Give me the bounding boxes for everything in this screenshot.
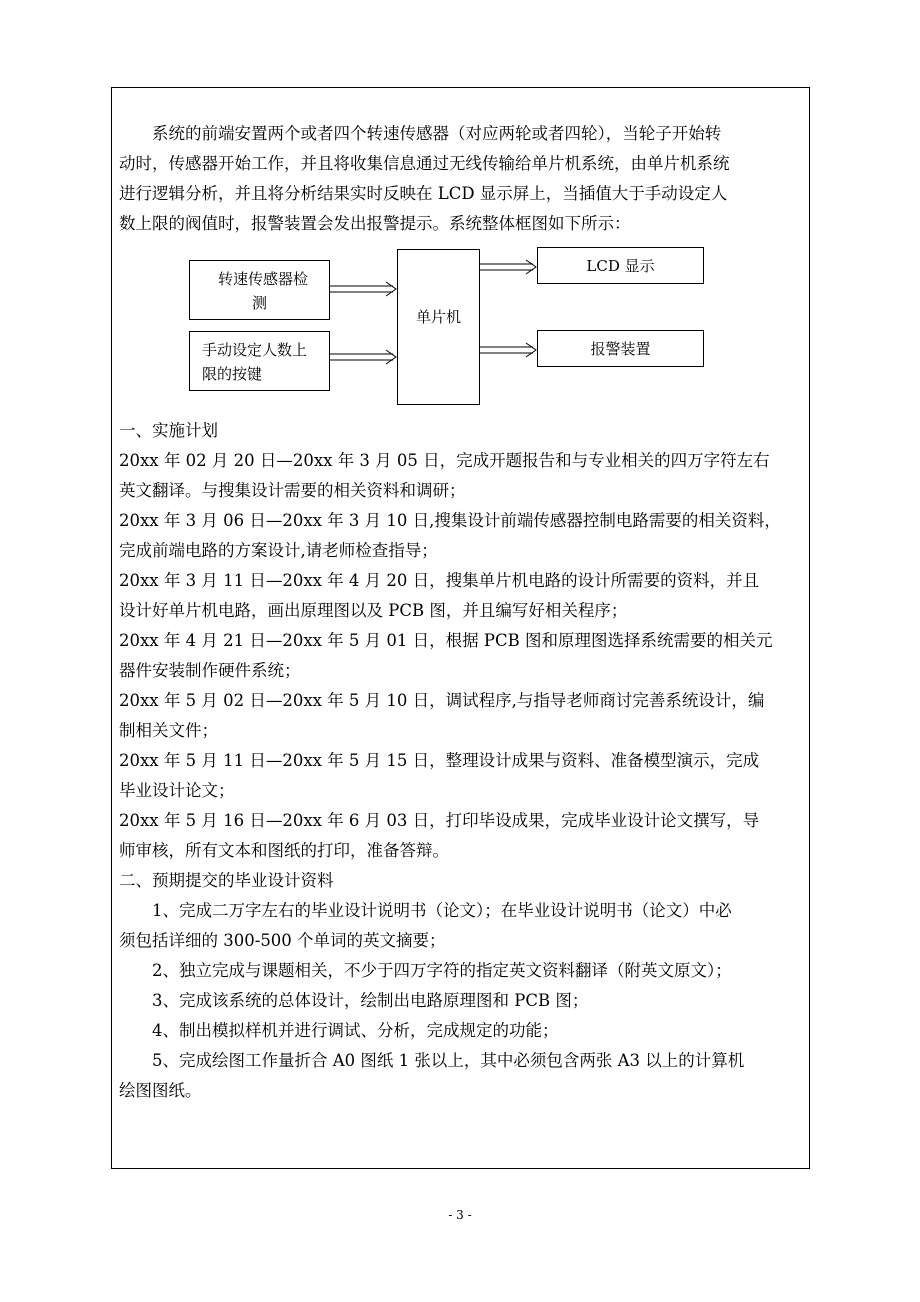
intro-line: 数上限的阀值时，报警装置会发出报警提示。系统整体框图如下所示： <box>119 214 631 233</box>
page-number: - 3 - <box>448 1208 472 1222</box>
mcu-box <box>397 249 480 405</box>
plan-line: 师审核，所有文本和图纸的打印，准备答辩。 <box>119 841 449 860</box>
plan-line: 完成前端电路的方案设计,请老师检查指导； <box>119 541 438 560</box>
plan-line: 20xx 年 3 月 11 日—20xx 年 4 月 20 日，搜集单片机电路的设计所需要的资料，并且 <box>119 571 760 590</box>
system-block-diagram <box>180 244 720 409</box>
plan-line: 英文翻译。与搜集设计需要的相关资料和调研； <box>119 481 466 500</box>
materials-line: 5、完成绘图工作量折合 A0 图纸 1 张以上，其中必须包含两张 A3 以上的计算机 <box>152 1051 745 1070</box>
plan-line: 20xx 年 5 月 16 日—20xx 年 6 月 03 日，打印毕设成果，完成毕业设计论文撰写，导 <box>119 811 760 830</box>
speed-sensor-box <box>189 260 330 320</box>
manual-setting-label-2: 限的按键 <box>202 365 263 383</box>
plan-section <box>119 416 803 866</box>
materials-line: 2、独立完成与课题相关，不少于四万字符的指定英文资料翻译（附英文原文）； <box>152 961 732 980</box>
plan-heading: 一、实施计划 <box>119 421 218 440</box>
materials-line: 须包括详细的 300-500 个单词的英文摘要； <box>119 931 446 950</box>
plan-line: 20xx 年 5 月 11 日—20xx 年 5 月 15 日，整理设计成果与资料、准备模型演示，完成 <box>119 751 760 770</box>
arrow-sensor-to-mcu <box>330 282 396 296</box>
plan-line: 20xx 年 5 月 02 日—20xx 年 5 月 10 日，调试程序,与指导老师商讨完善系统设计，编 <box>119 691 765 710</box>
arrow-mcu-to-alarm <box>480 343 536 357</box>
speed-sensor-label-2: 测 <box>252 294 268 312</box>
plan-line: 20xx 年 3 月 06 日—20xx 年 3 月 10 日,搜集设计前端传感器控制电路需要的相关资料， <box>119 511 781 530</box>
intro-line: 系统的前端安置两个或者四个转速传感器（对应两轮或者四轮），当轮子开始转 <box>152 124 722 143</box>
plan-line: 毕业设计论文； <box>119 781 235 800</box>
intro-paragraph <box>119 119 803 239</box>
intro-line: 进行逻辑分析，并且将分析结果实时反映在 LCD 显示屏上，当插值大于手动设定人 <box>119 184 728 203</box>
intro-line: 动时，传感器开始工作，并且将收集信息通过无线传输给单片机系统，由单片机系统 <box>119 154 730 173</box>
arrow-manual-to-mcu <box>330 350 396 364</box>
plan-line: 器件安装制作硬件系统； <box>119 661 301 680</box>
plan-line: 制相关文件； <box>119 721 218 740</box>
speed-sensor-label: 转速传感器检 <box>218 270 309 288</box>
manual-setting-label: 手动设定人数上 <box>202 341 308 359</box>
materials-section <box>119 866 803 1106</box>
materials-heading: 二、预期提交的毕业设计资料 <box>119 871 334 890</box>
alarm-label: 报警装置 <box>590 340 651 358</box>
alarm-box <box>537 330 704 367</box>
materials-line: 绘图图纸。 <box>119 1081 202 1100</box>
plan-line: 设计好单片机电路，画出原理图以及 PCB 图，并且编写好相关程序； <box>119 601 628 620</box>
materials-line: 1、完成二万字左右的毕业设计说明书（论文）；在毕业设计说明书（论文）中必 <box>152 901 732 920</box>
plan-line: 20xx 年 4 月 21 日—20xx 年 5 月 01 日，根据 PCB 图和原理图选择系统需要的相关元 <box>119 631 773 650</box>
materials-line: 4、制出模拟样机并进行调试、分析，完成规定的功能； <box>152 1021 559 1040</box>
manual-setting-box <box>189 331 330 391</box>
lcd-label: LCD 显示 <box>586 257 655 275</box>
plan-line: 20xx 年 02 月 20 日—20xx 年 3 月 05 日，完成开题报告和与专业相关的四万字符左右 <box>119 451 770 470</box>
materials-line: 3、完成该系统的总体设计，绘制出电路原理图和 PCB 图； <box>152 991 589 1010</box>
lcd-box <box>537 247 704 284</box>
mcu-label: 单片机 <box>415 308 461 326</box>
arrow-mcu-to-lcd <box>480 260 536 274</box>
